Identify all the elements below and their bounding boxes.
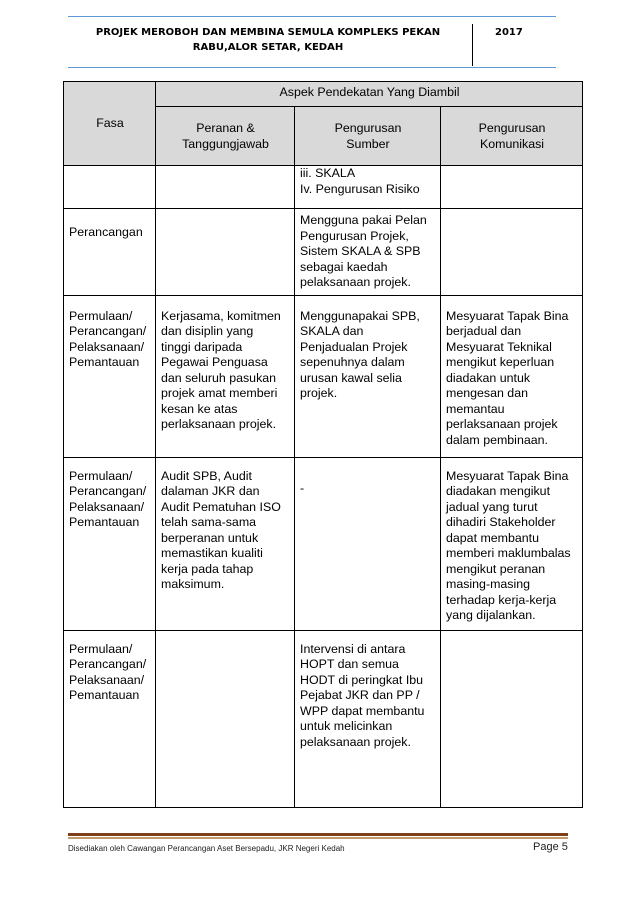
fasa-cell: Permulaan/ Perancangan/ Pelaksanaan/ Pemantauan: [64, 630, 156, 807]
komunikasi-cell: [441, 166, 583, 209]
peranan-cell: Audit SPB, Audit dalaman JKR dan Audit Pematuhan ISO telah sama-sama berperanan untuk memastikan kualiti kerja pada tahap maksimum.: [156, 457, 295, 630]
document-title-line-1: PROJEK MEROBOH DAN MEMBINA SEMULA KOMPLEKS PEKAN: [95, 27, 441, 38]
sumber-cell: Mengguna pakai Pelan Pengurusan Projek, Sistem SKALA & SPB sebagai kaedah pelaksanaan projek.: [295, 209, 441, 296]
peranan-column-header: Peranan & Tanggungjawab: [156, 107, 295, 166]
document-title-line-2: RABU,ALOR SETAR, KEDAH: [192, 42, 344, 53]
peranan-cell: [156, 209, 295, 296]
table-row: [64, 295, 583, 457]
fasa-cell: [64, 166, 156, 209]
sumber-cell: iii. SKALA Iv. Pengurusan Risiko: [295, 166, 441, 209]
document-year: 2017: [495, 27, 523, 38]
komunikasi-cell: Mesyuarat Tapak Bina berjadual dan Mesyuarat Teknikal mengikut keperluan diadakan untuk mengesan dan memantau perlaksanaan projek dalam pembinaan.: [441, 295, 583, 457]
header-top-rule: [68, 16, 556, 17]
sumber-cell: Intervensi di antara HOPT dan semua HODT di peringkat Ibu Pejabat JKR dan PP / WPP dapat membantu untuk melicinkan pelaksanaan projek.: [295, 630, 441, 807]
fasa-column-header: Fasa: [64, 82, 156, 166]
komunikasi-cell: [441, 630, 583, 807]
table-row: [64, 209, 583, 296]
peranan-cell: Kerjasama, komitmen dan disiplin yang tinggi daripada Pegawai Penguasa dan seluruh pasukan projek amat memberi kesan ke atas perlaksanaan projek.: [156, 295, 295, 457]
header-divider: [472, 24, 473, 66]
fasa-cell: Permulaan/ Perancangan/ Pelaksanaan/ Pemantauan: [64, 295, 156, 457]
table-row: [64, 166, 583, 209]
page-number: Page 5: [533, 841, 568, 853]
footer-rule: [68, 833, 568, 836]
sumber-cell: Menggunapakai SPB, SKALA dan Penjadualan Projek sepenuhnya dalam urusan kawal selia projek.: [295, 295, 441, 457]
aspek-group-header: Aspek Pendekatan Yang Diambil: [156, 82, 583, 107]
table-header-row: [64, 82, 583, 107]
komunikasi-cell: Mesyuarat Tapak Bina diadakan mengikut jadual yang turut dihadiri Stakeholder dapat membantu memberi maklumbalas mengikut peranan masing-masing terhadap kerja-kerja yang dijalankan.: [441, 457, 583, 630]
fasa-cell: Permulaan/ Perancangan/ Pelaksanaan/ Pemantauan: [64, 457, 156, 630]
header-bottom-rule: [68, 67, 556, 68]
sumber-column-header: Pengurusan Sumber: [295, 107, 441, 166]
document-title: [68, 25, 468, 55]
komunikasi-cell: [441, 209, 583, 296]
approach-table: [63, 81, 583, 808]
sumber-cell: -: [295, 457, 441, 630]
table-row: [64, 630, 583, 807]
komunikasi-column-header: Pengurusan Komunikasi: [441, 107, 583, 166]
footer-rule-accent: [68, 837, 568, 839]
fasa-cell: Perancangan: [64, 209, 156, 296]
table-row: [64, 457, 583, 630]
peranan-cell: [156, 166, 295, 209]
footer-prepared-by: Disediakan oleh Cawangan Perancangan Aset Bersepadu, JKR Negeri Kedah: [68, 844, 345, 853]
peranan-cell: [156, 630, 295, 807]
